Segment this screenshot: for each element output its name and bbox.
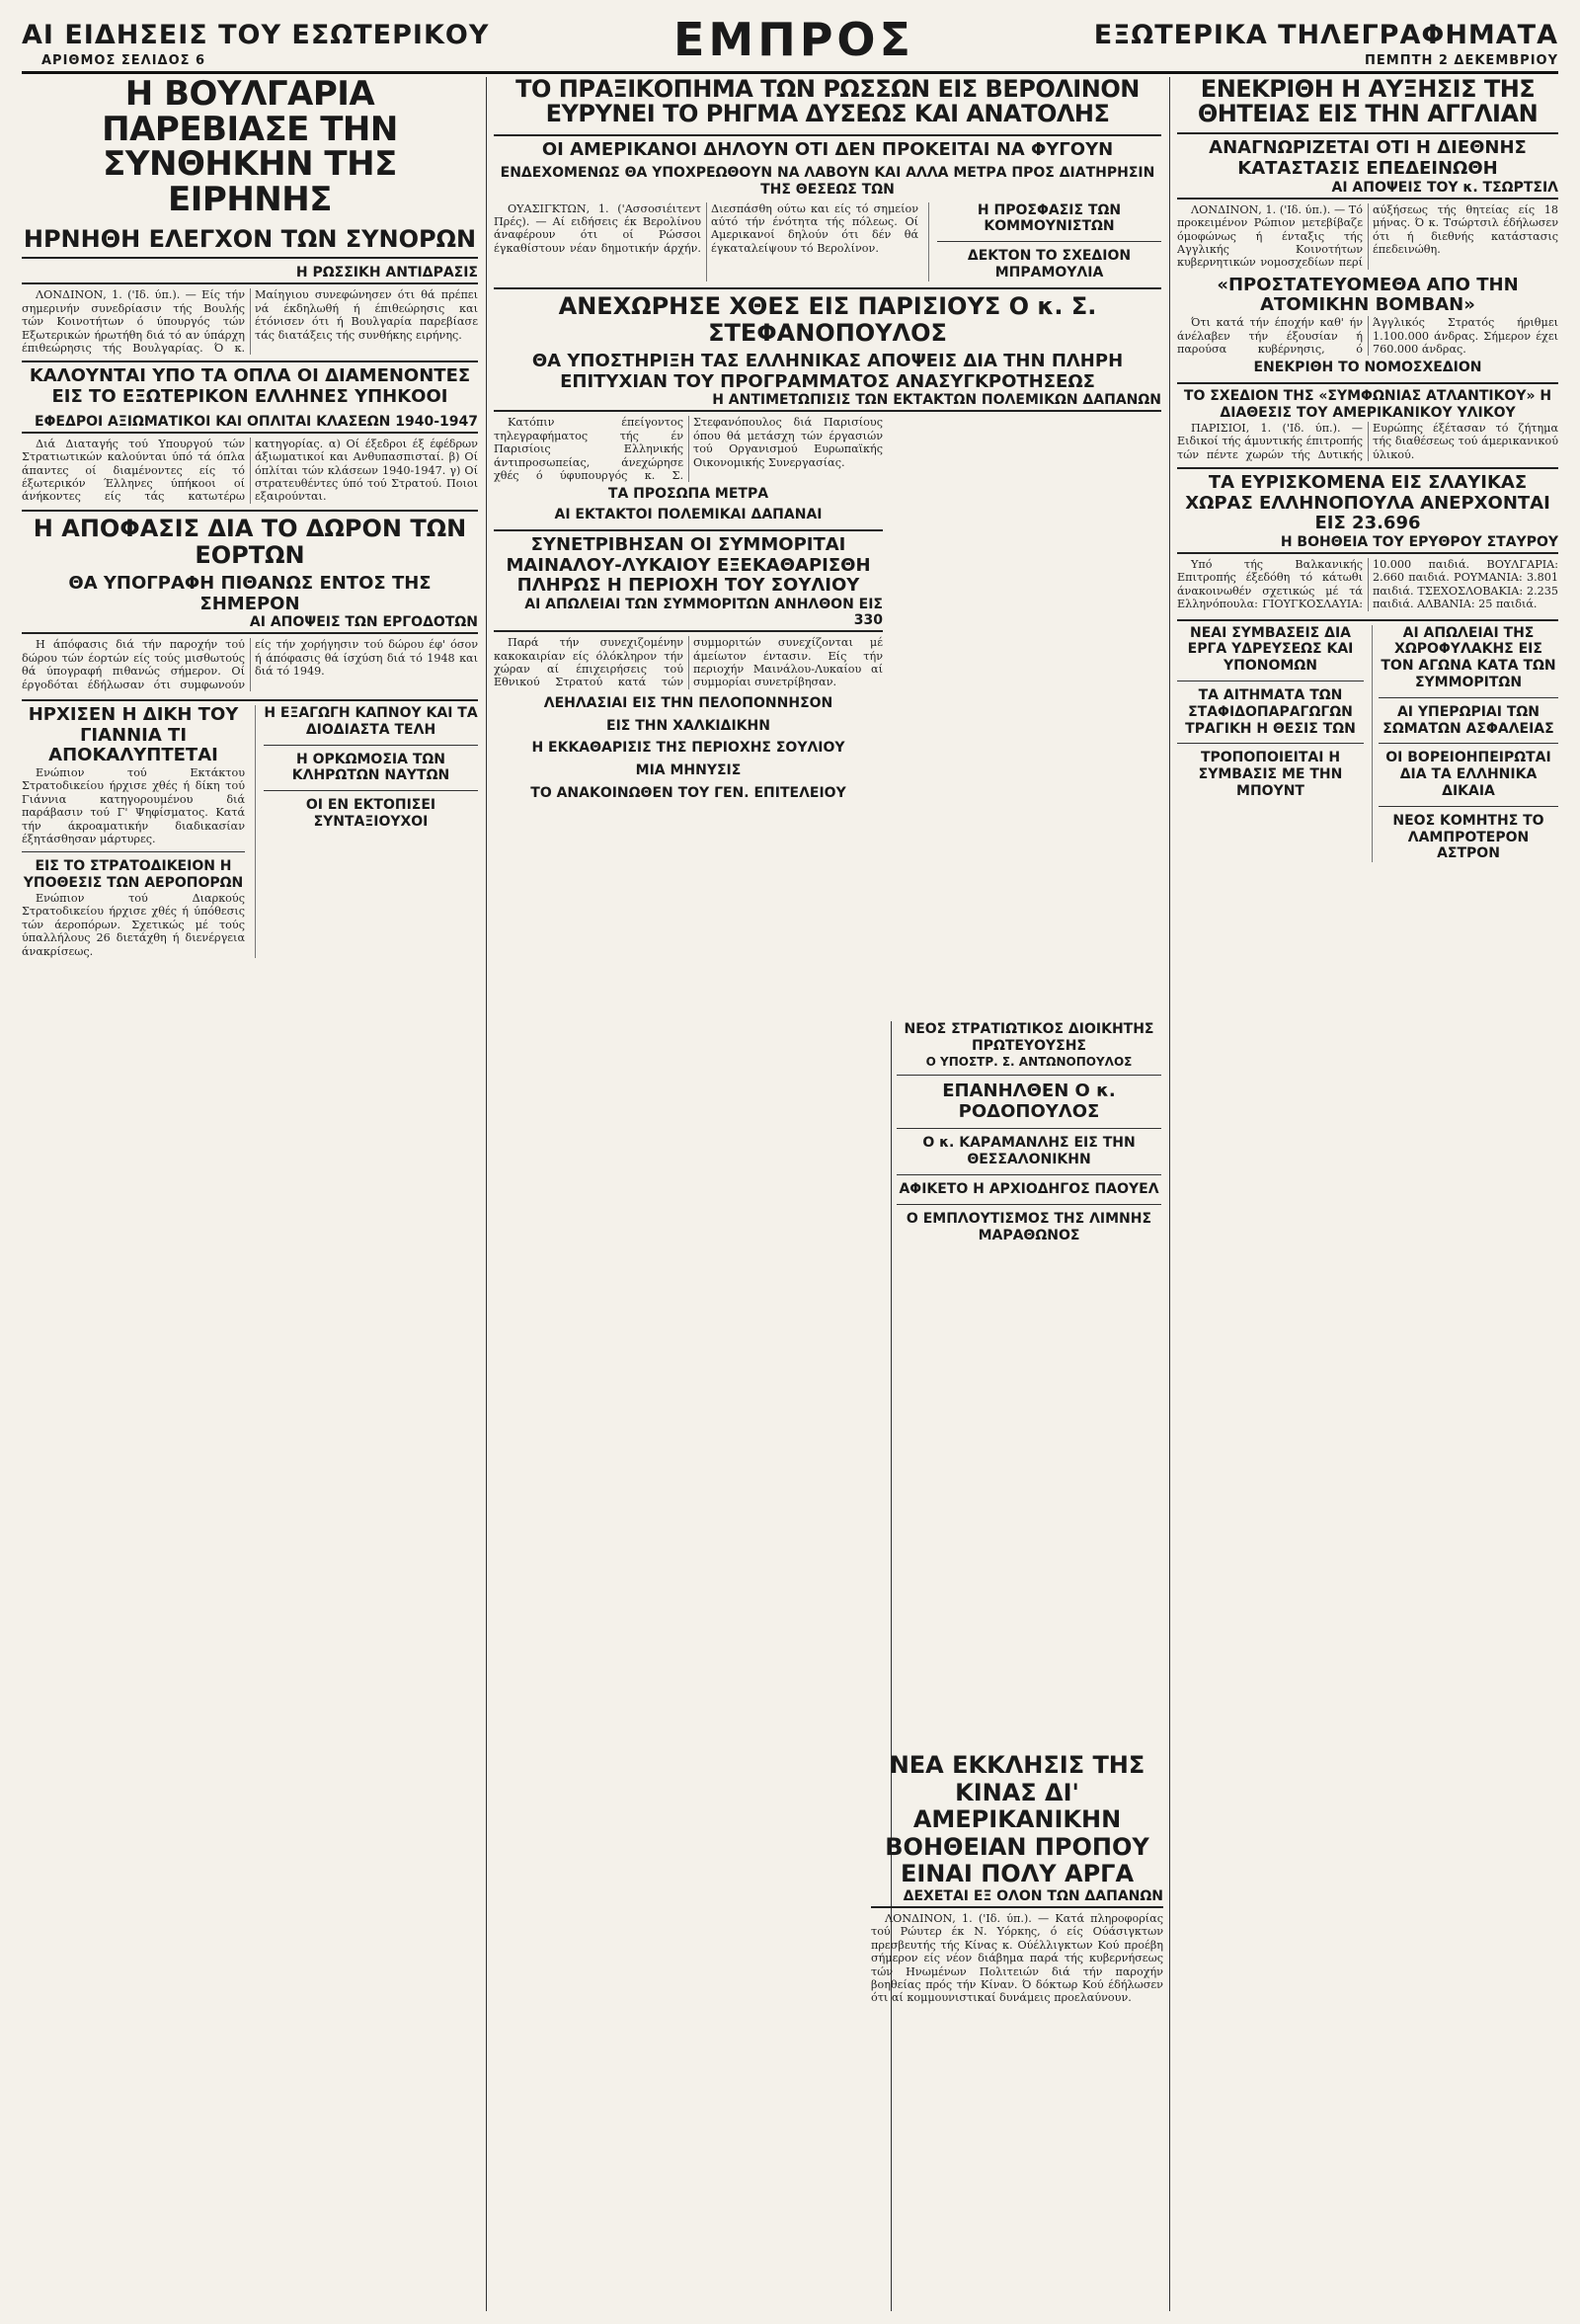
article-holiday-bonus: Η άπόφασις διά τήν παροχήν τού δώρου τών έορτών είς τούς μισθωτούς θά ύπογραφή πιθανώς σήμερον. Οί έργοδόται έδήλωσαν ότι συμφωνούν είς τήν χορήγησιν τού δώρου έφ' όσον ή άπόφασις θά ίσχύση διά τό 1948 και διά τό 1949.: [22, 638, 478, 691]
paper-logo: ΕΜΠΡΟΣ: [673, 13, 914, 66]
headline-north-epirus: ΟΙ ΒΟΡΕΙΟΗΠΕΙΡΩΤΑΙ ΔΙΑ ΤΑ ΕΛΛΗΝΙΚΑ ΔΙΚΑΙΑ: [1385, 750, 1551, 800]
headline-bramouglia-plan: ΔΕΚΤΟΝ ΤΟ ΣΧΕΔΙΟΝ ΜΠΡΑΜΟΥΛΙΑ: [967, 248, 1132, 281]
article-conscription: ΛΟΝΔΙΝΟΝ, 1. ('Ιδ. ύπ.). — Τό προκειμένον Ρώπιον μετεβίβαζε όμοφώνως ή ένταξις τής Αγγλικής Κοινοτήτων κυβερνητικών νομοσχεδίων περί αύξήσεως τής θητείας είς 18 μήνας. Ό κ. Τσώρτσιλ έδήλωσεν ότι ή διεθνής κατάστασις έπεδεινώθη.: [1177, 202, 1558, 270]
column-divider: [1169, 77, 1170, 2311]
article-berlin: ΟΥΑΣΙΓΚΤΩΝ, 1. ('Ασσοσιέιτεντ Πρές). — Αί ειδήσεις έκ Βερολίνου άναφέρουν ότι οί Ρώσσοι έγκαθίστουν νέαν δημοτικήν άρχήν. Διεσπάσθη ούτω και είς τό σημείον αύτό τήν ένότητα τής πόλεως. Οί Αμερικανοί δηλούν ότι δέν θά έγκαταλείψουν τό Βερολίνον.: [494, 201, 918, 255]
headline-measures: ΤΑ ΠΡΟΣΩΠΑ ΜΕΤΡΑ: [607, 486, 769, 503]
article-greek-children: Υπό τής Βαλκανικής Επιτροπής έξεδόθη τό κάτωθι άνακοινωθέν σχετικώς μέ τά Ελληνόπουλα: ΓΙΟΥΓΚΟΣΛΑΥΙΑ: 10.000 παιδιά. ΒΟΥΛΓΑΡΙΑ: 2.660 παιδιά. ΡΟΥΜΑΝΙΑ: 3.801 παιδιά. ΤΣΕΧΟΣΛΟΒΑΚΙΑ: 2.235 παιδιά. ΑΛΒΑΝΙΑ: 25 παιδιά.: [1177, 558, 1558, 611]
headline-karamanlis: Ο κ. ΚΑΡΑΜΑΝΛΗΣ ΕΙΣ ΤΗΝ ΘΕΣΣΑΛΟΝΙΚΗΝ: [922, 1135, 1136, 1168]
headline-greek-children: ΤΑ ΕΥΡΙΣΚΟΜΕΝΑ ΕΙΣ ΣΛΑΥΙΚΑΣ ΧΩΡΑΣ ΕΛΛΗΝΟΠΟΥΛΑ ΑΝΕΡΧΟΝΤΑΙ ΕΙΣ 23.696: [1185, 471, 1550, 534]
headline-general-staff: ΤΟ ΑΝΑΚΟΙΝΩΘΕΝ ΤΟΥ ΓΕΝ. ΕΠΙΤΕΛΕΙΟΥ: [530, 784, 846, 801]
article-atlantic: ΠΑΡΙΣΙΟΙ, 1. ('Ιδ. ύπ.). — Ειδικοί τής άμυντικής έπιτροπής τών πέντε χωρών τής Δυτικής Ευρώπης έξέτασαν τό ζήτημα τής διαθέσεως τού άμερικανικού ύλικού.: [1177, 421, 1558, 461]
headline-new-commander: ΝΕΟΣ ΣΤΡΑΤΙΩΤΙΚΟΣ ΔΙΟΙΚΗΤΗΣ ΠΡΩΤΕΥΟΥΣΗΣ: [904, 1021, 1154, 1054]
headline-bound-contract: ΤΡΟΠΟΠΟΙΕΙΤΑΙ Η ΣΥΜΒΑΣΙΣ ΜΕ ΤΗΝ ΜΠΟΥΝΤ: [1198, 750, 1343, 800]
newspaper-page: [22, 14, 1558, 2311]
headline-tobacco-export: Η ΕΞΑΓΩΓΗ ΚΑΠΝΟΥ ΚΑΙ ΤΑ ΔΙΟΔΙΑΣΤΑ ΤΕΛΗ: [264, 704, 478, 738]
headline-peloponnese-looting: ΛΕΗΛΑΣΙΑΙ ΕΙΣ ΤΗΝ ΠΕΛΟΠΟΝΝΗΣΟΝ: [543, 694, 833, 711]
article-mainalo: Παρά τήν συνεχιζομένην κακοκαιρίαν είς όλόκληρον τήν χώραν αί έπιχειρήσεις τού Εθνικού Στρατού κατά τών συμμοριτών συνεχίζονται μέ άμείωτον έντασιν. Είς τήν περιοχήν Μαινάλου-Λυκαίου αί συμμορίαι συνετρίβησαν.: [494, 636, 883, 689]
headline-berlin-coup: ΤΟ ΠΡΑΞΙΚΟΠΗΜΑ ΤΩΝ ΡΩΣΣΩΝ ΕΙΣ ΒΕΡΟΛΙΝΟΝ ΕΥΡΥΝΕΙ ΤΟ ΡΗΓΜΑ ΔΥΣΕΩΣ ΚΑΙ ΑΝΑΤΟΛΗΣ: [515, 77, 1140, 128]
masthead: [22, 14, 1558, 71]
issue-date: ΠΕΜΠΤΗ 2 ΔΕΚΕΜΒΡΙΟΥ: [1365, 53, 1558, 68]
headline-atlantic-pact: ΤΟ ΣΧΕΔΙΟΝ ΤΗΣ «ΣΥΜΦΩΝΙΑΣ ΑΤΛΑΝΤΙΚΟΥ» Η ΔΙΑΘΕΣΙΣ ΤΟΥ ΑΜΕΡΙΚΑΝΙΚΟΥ ΥΛΙΚΟΥ: [1183, 388, 1552, 421]
headline-bulgaria: Η ΒΟΥΛΓΑΡΙΑ ΠΑΡΕΒΙΑΣΕ ΤΗΝ ΣΥΝΘΗΚΗΝ ΤΗΣ ΕΙΡΗΝΗΣ: [102, 77, 398, 220]
headline-war-expenses: ΑΙ ΕΚΤΑΚΤΟΙ ΠΟΛΕΜΙΚΑΙ ΔΑΠΑΝΑΙ: [554, 507, 823, 523]
article-bulgaria: ΛΟΝΔΙΝΟΝ, 1. ('Ιδ. ύπ.). — Είς τήν σημερινήν συνεδρίασιν τής Βουλής τών Κοινοτήτων ό ύπουργός τών Εξωτερικών ήρωτήθη διά τό αν ύπάρχη έπιθεώρησις τής Βουλγαρίας. Ό κ. Μαίηγιου συνεφώνησεν ότι θά πρέπει νά έκδηλωθή ή έπιθεώρησις και έτόνισεν ότι ή Βουλγαρία παρεβίασε τάς διατάξεις τής συνθήκης ειρήνης.: [22, 288, 478, 355]
kicker-employers: ΑΙ ΑΠΟΨΕΙΣ ΤΩΝ ΕΡΓΟΔΟΤΩΝ: [22, 614, 478, 634]
headline-gendarmerie-losses: ΑΙ ΑΠΩΛΕΙΑΙ ΤΗΣ ΧΩΡΟΦΥΛΑΚΗΣ ΕΙΣ ΤΟΝ ΑΓΩΝΑ ΚΑΤΑ ΤΩΝ ΣΥΜΜΟΡΙΤΩΝ: [1381, 624, 1556, 691]
headline-called-to-arms: ΚΑΛΟΥΝΤΑΙ ΥΠΟ ΤΑ ΟΠΛΑ ΟΙ ΔΙΑΜΕΝΟΝΤΕΣ ΕΙΣ ΤΟ ΕΞΩΤΕΡΙΚΟΝ ΕΛΛΗΝΕΣ ΥΠΗΚΟΟΙ: [29, 365, 471, 408]
headline-souli-area: Η ΕΚΚΑΘΑΡΙΣΙΣ ΤΗΣ ΠΕΡΙΟΧΗΣ ΣΟΥΛΙΟΥ: [531, 740, 845, 757]
headline-atomic-quote: «ΠΡΟΣΤΑΤΕΥΟΜΕΘΑ ΑΠΟ ΤΗΝ ΑΤΟΜΙΚΗΝ ΒΟΜΒΑΝ»: [1217, 274, 1519, 316]
subhead-antonopoulos: Ο ΥΠΟΣΤΡ. Σ. ΑΝΤΩΝΟΠΟΥΛΟΣ: [925, 1054, 1133, 1069]
article-stefanopoulos: Κατόπιν έπείγοντος τηλεγραφήματος τής έν Παρισίοις Ελληνικής άντιπροσωπείας, άνεχώρησε χθές ό ύφυπουργός κ. Σ. Στεφανόπουλος διά Παρισίους όπου θά μετάσχη τών έργασιών τού Οργανισμού Ευρωπαϊκής Οικονομικής Συνεργασίας.: [494, 416, 883, 483]
headline-lawsuit: ΜΙΑ ΜΗΝΥΣΙΣ: [635, 762, 742, 779]
article-china: ΛΟΝΔΙΝΟΝ, 1. ('Ιδ. ύπ.). — Κατά πληροφορίας τού Ρώυτερ έκ Ν. Υόρκης, ό είς Ούάσιγκτων πρεσβευτής τής Κίνας κ. Ούέλλιγκτων Κού προέβη σήμερον είς νέον διάβημα παρά τής κυβερνήσεως τών Ηνωμένων Πολιτειών διά τήν παροχήν βοηθείας πρός τήν Κίναν. Ό δόκτωρ Κού έδήλωσεν ότι αί κομμουνιστικαί δυνάμεις προελαύνουν.: [871, 1911, 1163, 2005]
headline-holiday-bonus: Η ΑΠΟΦΑΣΙΣ ΔΙΑ ΤΟ ΔΩΡΟΝ ΤΩΝ ΕΟΡΤΩΝ: [33, 514, 467, 570]
kicker-war-expenses: Η ΑΝΤΙΜΕΤΩΠΙΣΙΣ ΤΩΝ ΕΚΤΑΚΤΩΝ ΠΟΛΕΜΙΚΩΝ ΔΑΠΑΝΩΝ: [494, 392, 1161, 412]
subhead-borders: ΗΡΝΗΘΗ ΕΛΕΓΧΟΝ ΤΩΝ ΣΥΝΟΡΩΝ: [22, 226, 478, 260]
subhead-americans-stay: ΟΙ ΑΜΕΡΙΚΑΝΟΙ ΔΗΛΟΥΝ ΟΤΙ ΔΕΝ ΠΡΟΚΕΙΤΑΙ ΝΑ ΦΥΓΟΥΝ: [494, 134, 1161, 161]
kicker-bandit-losses: ΑΙ ΑΠΩΛΕΙΑΙ ΤΩΝ ΣΥΜΜΟΡΙΤΩΝ ΑΝΗΛΘΟΝ ΕΙΣ 330: [494, 597, 883, 632]
headline-paouel: ΑΦΙΚΕΤΟ Η ΑΡΧΙΟΔΗΓΟΣ ΠΑΟΥΕΛ: [899, 1180, 1159, 1197]
headline-bill-approved: ΕΝΕΚΡΙΘΗ ΤΟ ΝΟΜΟΣΧΕΔΙΟΝ: [1253, 360, 1482, 376]
headline-raisin-growers: ΤΑ ΑΙΤΗΜΑΤΑ ΤΩΝ ΣΤΑΦΙΔΟΠΑΡΑΓΩΓΩΝ ΤΡΑΓΙΚΗ Η ΘΕΣΙΣ ΤΩΝ: [1185, 687, 1356, 737]
article-atomic: Ότι κατά τήν έποχήν καθ' ήν άνέλαβεν τήν έξουσίαν ή παρούσα κυβέρνησις, ό Άγγλικός Στρατός ήριθμει 1.100.000 άνδρας. Σήμερον έχει 760.000 άνδρας.: [1177, 316, 1558, 356]
section-title-foreign: ΕΞΩΤΕΡΙΚΑ ΤΗΛΕΓΡΑΦΗΜΑΤΑ: [1093, 20, 1558, 50]
headline-water-works: ΝΕΑΙ ΣΥΜΒΑΣΕΙΣ ΔΙΑ ΕΡΓΑ ΥΔΡΕΥΣΕΩΣ ΚΑΙ ΥΠΟΝΟΜΩΝ: [1187, 624, 1354, 675]
headline-stefanopoulos: ΑΝΕΧΩΡΗΣΕ ΧΘΕΣ ΕΙΣ ΠΑΡΙΣΙΟΥΣ Ο κ. Σ. ΣΤΕΦΑΝΟΠΟΥΛΟΣ: [558, 291, 1097, 348]
headline-mainalo-bandits: ΣΥΝΕΤΡΙΒΗΣΑΝ ΟΙ ΣΥΜΜΟΡΙΤΑΙ ΜΑΙΝΑΛΟΥ-ΛΥΚΑΙΟΥ ΕΞΕΚΑΘΑΡΙΣΘΗ ΠΛΗΡΩΣ Η ΠΕΡΙΟΧΗ ΤΟΥ ΣΟΥΛΙΟΥ: [506, 534, 871, 597]
article-giannias-trial: Ενώπιον τού Εκτάκτου Στρατοδικείου ήρχισε χθές ή δίκη τού Γιάννια κατηγορουμένου διά παράβασιν τού Γ' Ψηφίσματος. Κατά τήν άκροαματικήν διαδικασίαν έξητάσθησαν μάρτυρες.: [22, 766, 245, 846]
headline-security-overtime: ΑΙ ΥΠΕΡΩΡΙΑΙ ΤΩΝ ΣΩΜΑΤΩΝ ΑΣΦΑΛΕΙΑΣ: [1382, 703, 1554, 737]
headline-sailors-oath: Η ΟΡΚΩΜΟΣΙΑ ΤΩΝ ΚΛΗΡΩΤΩΝ ΝΑΥΤΩΝ: [291, 751, 450, 784]
headline-airmen-court: ΕΙΣ ΤΟ ΣΤΡΑΤΟΔΙΚΕΙΟΝ Η ΥΠΟΘΕΣΙΣ ΤΩΝ ΑΕΡΟΠΟΡΩΝ: [23, 858, 244, 892]
headline-china-appeal: ΝΕΑ ΕΚΚΛΗΣΙΣ ΤΗΣ ΚΙΝΑΣ ΔΙ' ΑΜΕΡΙΚΑΝΙΚΗΝ ΒΟΗΘΕΙΑΝ ΠΡΟΠΟΥ ΕΙΝΑΙ ΠΟΛΥ ΑΡΓΑ: [885, 1752, 1149, 1888]
article-airmen-court: Ενώπιον τού Διαρκούς Στρατοδικείου ήρχισε χθές ή ύπόθεσις τών άεροπόρων. Σχετικώς μέ τούς ύπαλλήλους 26 διετάχθη ή διενέργεια άνακρίσεως.: [22, 892, 245, 958]
subhead-other-measures: ΕΝΔΕΧΟΜΕΝΩΣ ΘΑ ΥΠΟΧΡΕΩΘΟΥΝ ΝΑ ΛΑΒΟΥΝ ΚΑΙ ΑΛΛΑ ΜΕΤΡΑ ΠΡΟΣ ΔΙΑΤΗΡΗΣΙΝ ΤΗΣ ΘΕΣΕΩΣ ΤΩΝ: [500, 165, 1155, 198]
kicker-churchill: ΑΙ ΑΠΟΨΕΙΣ ΤΟΥ κ. ΤΣΩΡΤΣΙΛ: [1177, 180, 1558, 200]
headline-chalkidiki: ΕΙΣ ΤΗΝ ΧΑΛΚΙΔΙΚΗΝ: [606, 717, 770, 734]
headline-exiled-pensioners: ΟΙ ΕΝ ΕΚΤΟΠΙΣΕΙ ΣΥΝΤΑΞΙΟΥΧΟΙ: [305, 797, 436, 830]
column-divider: [486, 77, 487, 2311]
china-block: [871, 1752, 1163, 2305]
page-number: ΑΡΙΘΜΟΣ ΣΕΛΙΔΟΣ 6: [41, 53, 206, 68]
headline-giannias-trial: ΗΡΧΙΣΕΝ Η ΔΙΚΗ ΤΟΥ ΓΙΑΝΝΙΑ ΤΙ ΑΠΟΚΑΛΥΠΤΕΤΑΙ: [28, 703, 239, 766]
headline-new-comet: ΝΕΟΣ ΚΟΜΗΤΗΣ ΤΟ ΛΑΜΠΡΟΤΕΡΟΝ ΑΣΤΡΟΝ: [1392, 812, 1544, 862]
headline-communist-pretext: Η ΠΡΟΣΦΑΣΙΣ ΤΩΝ ΚΟΜΜΟΥΝΙΣΤΩΝ: [977, 201, 1122, 235]
column-right: [1177, 77, 1558, 2311]
column-left: [22, 77, 478, 2311]
headline-rodopoulos: ΕΠΑΝΗΛΘΕΝ Ο κ. ΡΟΔΟΠΟΥΛΟΣ: [942, 1080, 1116, 1122]
headline-conscription: ΕΝΕΚΡΙΘΗ Η ΑΥΞΗΣΙΣ ΤΗΣ ΘΗΤΕΙΑΣ ΕΙΣ ΤΗΝ ΑΓΓΛΙΑΝ: [1197, 77, 1539, 128]
subhead-holiday-bonus: ΘΑ ΥΠΟΓΡΑΦΗ ΠΙΘΑΝΩΣ ΕΝΤΟΣ ΤΗΣ ΣΗΜΕΡΟΝ: [68, 572, 432, 614]
kicker-russian-reaction: Η ΡΩΣΣΙΚΗ ΑΝΤΙΔΡΑΣΙΣ: [22, 265, 478, 284]
subhead-intl-situation: ΑΝΑΓΝΩΡΙΖΕΤΑΙ ΟΤΙ Η ΔΙΕΘΝΗΣ ΚΑΤΑΣΤΑΣΙΣ ΕΠΕΔΕΙΝΩΘΗ: [1177, 132, 1558, 179]
subhead-reservists: ΕΦΕΔΡΟΙ ΑΞΙΩΜΑΤΙΚΟΙ ΚΑΙ ΟΠΛΙΤΑΙ ΚΛΑΣΕΩΝ 1940-1947: [22, 414, 478, 434]
section-title-domestic: ΑΙ ΕΙΔΗΣΕΙΣ ΤΟΥ ΕΣΩΤΕΡΙΚΟΥ: [22, 20, 490, 50]
kicker-china-expenses: ΔΕΧΕΤΑΙ ΕΞ ΟΛΟΝ ΤΩΝ ΔΑΠΑΝΩΝ: [871, 1888, 1163, 1908]
article-called-to-arms: Διά Διαταγής τού Υπουργού τών Στρατιωτικών καλούνται ύπό τά όπλα άπαντες οί διαμένοντες είς τό έξωτερικόν Έλληνες ύπήκοοι οί άνήκοντες είς τάς κατωτέρω κατηγορίας. α) Οί έξεδροι έξ έφέδρων άξιωματικοί και Ανθυπασπισταί. β) Οί όπλίται τών κλάσεων 1940-1947. γ) Οί στρατευθέντες ύπό τού Στρατού. Ποιοι εξαιρούνται.: [22, 437, 478, 504]
subhead-reconstruction: ΘΑ ΥΠΟΣΤΗΡΙΞΗ ΤΑΣ ΕΛΛΗΝΙΚΑΣ ΑΠΟΨΕΙΣ ΔΙΑ ΤΗΝ ΠΛΗΡΗ ΕΠΙΤΥΧΙΑΝ ΤΟΥ ΠΡΟΓΡΑΜΜΑΤΟΣ ΑΝΑΣΥΓΚΡΟΤΗΣΕΩΣ: [531, 351, 1124, 392]
headline-marathon-lake: Ο ΕΜΠΛΟΥΤΙΣΜΟΣ ΤΗΣ ΛΙΜΝΗΣ ΜΑΡΑΘΩΝΟΣ: [906, 1210, 1152, 1243]
masthead-rule: [22, 71, 1558, 74]
kicker-red-cross: Η ΒΟΗΘΕΙΑ ΤΟΥ ΕΡΥΘΡΟΥ ΣΤΑΥΡΟΥ: [1177, 534, 1558, 554]
